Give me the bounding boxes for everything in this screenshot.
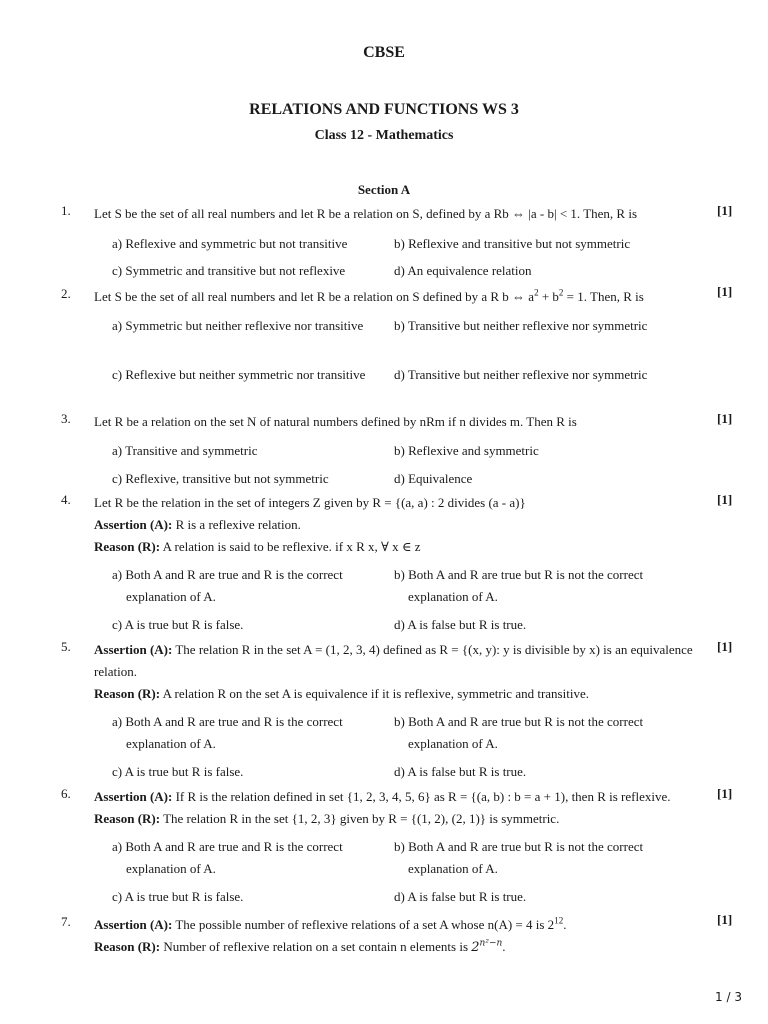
question-number: 1.: [61, 203, 71, 218]
reason: Reason (R): A relation is said to be reflexive. if x R x, ∀ x ∈ z: [94, 539, 421, 554]
option-d: d) A is false but R is true.: [394, 889, 527, 904]
option-a: a) Both A and R are true and R is the correct explanation of A.: [112, 567, 343, 604]
page-number: 1 / 3: [715, 990, 742, 1004]
question-text: [94, 786, 714, 830]
option-d: d) An equivalence relation: [394, 263, 532, 278]
question-mark: [1]: [717, 203, 733, 218]
question-mark: [1]: [717, 786, 733, 801]
option-c: c) Reflexive, transitive but not symmetric: [112, 471, 329, 486]
assertion: Assertion (A): The possible number of reflexive relations of a set A whose n(A) = 4 is $2^{12}$.: [94, 915, 567, 932]
question-mark: [1]: [717, 411, 733, 426]
option-d: d) A is false but R is true.: [394, 617, 527, 632]
question-text: [94, 914, 702, 959]
reason: Reason (R): The relation R in the set {1, 2, 3} given by R = {(1, 2), (2, 1)} is symmetric.: [94, 811, 560, 826]
formula: $2^{n^2-n}$: [471, 938, 503, 955]
question-number: 2.: [61, 286, 71, 301]
option-a: a) Both A and R are true and R is the correct explanation of A.: [112, 839, 343, 876]
option-a: a) Both A and R are true and R is the correct explanation of A.: [112, 714, 343, 751]
section-heading: Section A: [357, 182, 411, 197]
question-number: 6.: [61, 786, 71, 801]
worksheet-subtitle: Class 12 - Mathematics: [314, 128, 454, 143]
question-text: [94, 639, 702, 705]
option-b: b) Both A and R are true but R is not the correct explanation of A.: [394, 714, 644, 751]
question-mark: [1]: [717, 912, 733, 927]
question-number: 7.: [61, 914, 71, 929]
option-d: d) Transitive but neither reflexive nor symmetric: [394, 367, 648, 382]
option-c: c) A is true but R is false.: [112, 889, 244, 904]
option-c: c) A is true but R is false.: [112, 764, 244, 779]
option-a: a) Symmetric but neither reflexive nor transitive: [112, 318, 364, 333]
question-text: Let R be a relation on the set N of natural numbers defined by nRm if n divides m. Then R is: [94, 414, 577, 429]
question-number: 3.: [61, 411, 71, 426]
question-text: Let S be the set of all real numbers and let R be a relation on S defined by a R b ⇔ $a^2 + b^2 = 1$. Then, R is: [94, 287, 644, 304]
reason: Reason (R): A relation R on the set A is equivalence if it is reflexive, symmetric and transitive.: [94, 686, 589, 701]
option-b: b) Both A and R are true but R is not the correct explanation of A.: [394, 839, 644, 876]
option-d: d) A is false but R is true.: [394, 764, 527, 779]
option-d: d) Equivalence: [394, 471, 473, 486]
assertion: Assertion (A): The relation R in the set A = (1, 2, 3, 4) defined as R = {(x, y): y is divisible by x) is an equivalence relation.: [94, 642, 693, 679]
option-c: c) Reflexive but neither symmetric nor transitive: [112, 367, 366, 382]
option-c: c) Symmetric and transitive but not reflexive: [112, 263, 346, 278]
option-b: b) Reflexive and symmetric: [394, 443, 539, 458]
option-a: a) Reflexive and symmetric but not transitive: [112, 236, 348, 251]
question-text: Let S be the set of all real numbers and let R be a relation on S, defined by a Rb ⇔ |a - b| < 1. Then, R is: [94, 206, 638, 221]
reason: Reason (R): Number of reflexive relation on a set contain n elements is $2^{n^2-n}$.: [94, 938, 506, 955]
question-statement: Let R be the relation in the set of integers Z given by R = {(a, a) : 2 divides (a - a)}: [94, 495, 526, 510]
option-b: b) Reflexive and transitive but not symmetric: [394, 236, 631, 251]
option-c: c) A is true but R is false.: [112, 617, 244, 632]
question-mark: [1]: [717, 492, 733, 507]
question-text: [94, 492, 702, 558]
assertion: Assertion (A): R is a reflexive relation.: [94, 517, 301, 532]
brand-heading: CBSE: [363, 44, 405, 61]
option-b: b) Both A and R are true but R is not the correct explanation of A.: [394, 567, 644, 604]
question-mark: [1]: [717, 639, 733, 654]
question-mark: [1]: [717, 284, 733, 299]
option-a: a) Transitive and symmetric: [112, 443, 258, 458]
option-b: b) Transitive but neither reflexive nor symmetric: [394, 318, 648, 333]
question-number: 4.: [61, 492, 71, 507]
question-number: 5.: [61, 639, 71, 654]
assertion: Assertion (A): If R is the relation defined in set {1, 2, 3, 4, 5, 6} as R = {(a, b) : b = a + 1), then R is reflexive.: [94, 789, 671, 804]
worksheet-title: RELATIONS AND FUNCTIONS WS 3: [249, 101, 519, 118]
